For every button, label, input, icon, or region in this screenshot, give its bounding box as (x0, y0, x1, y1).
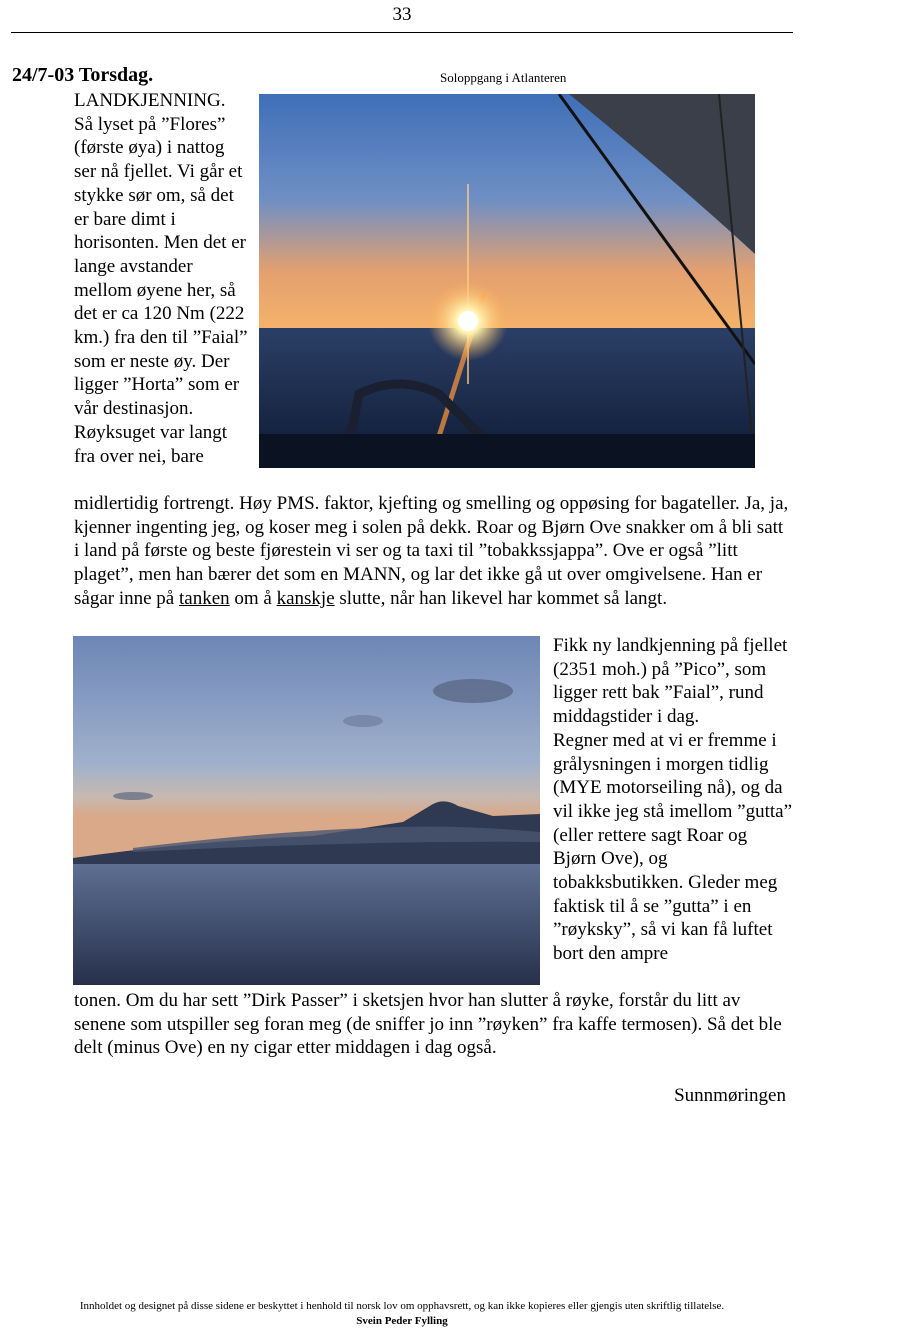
full-width-paragraph-1 (74, 492, 790, 611)
paragraph-a-text: midlertidig fortrengt. Høy PMS. faktor, kjefting og smelling og oppøsing for bagateller. Ja, ja, kjenner ingenting jeg, og koser meg i solen på dekk. Roar og Bjørn Ove snakker om å bli satt i land på første og beste fjørestein vi ser og ta taxi til ”tobakkssjappa”. Ove er også ”litt plaget”, men han bærer det som en MANN, og lar det ikke gå ut over omgivelsene. Han er sågar inne på (74, 493, 789, 609)
photo-caption: Soloppgang i Atlanteren (440, 70, 567, 85)
author-name: Svein Peder Fylling (356, 1315, 448, 1327)
entry-date-heading: 24/7-03 Torsdag. (12, 64, 154, 86)
joiner-text: om å (234, 587, 272, 609)
left-paragraph-text: LANDKJENNING. Så lyset på ”Flores” (første øya) i nattog ser nå fjellet. Vi går et stykke sør om, så det er bare dimt i horisonten. Men det er lange avstander mellom øyene her, så det er ca 120 Nm (222 km.) fra den til ”Faial” som er neste øy. Der ligger ”Horta” som er vår destinasjon. Røyksuget var langt fra over nei, bare (74, 90, 248, 467)
copyright-notice: Innholdet og designet på disse sidene er beskyttet i henhold til norsk lov om opphavsrett, og kan ikke kopieres eller gjengis uten skriftlig tillatelse. (79, 1300, 725, 1312)
underlined-word-2: kanskje (276, 587, 335, 609)
right-column-paragraph (553, 634, 793, 966)
page-number: 33 (392, 4, 412, 25)
sunrise-photo (259, 94, 755, 468)
paragraph-a-end: slutte, når han likevel har kommet så langt. (339, 587, 668, 609)
pico-mountain-photo (73, 636, 540, 985)
header-rule (11, 32, 793, 33)
right-paragraph-1: Fikk ny landkjenning på fjellet (2351 moh.) på ”Pico”, som ligger rett bak ”Faial”, rund middagstider i dag. (553, 635, 788, 728)
full-width-paragraph-2 (74, 989, 790, 1060)
right-paragraph-2: Regner med at vi er fremme i grålysningen i morgen tidlig (MYE motorseiling nå), og da vil ikke jeg stå imellom ”gutta” (eller rettere sagt Roar og Bjørn Ove), og tobakksbutikken. Gleder meg faktisk til å se ”gutta” i en ”røyksky”, så vi kan få luftet bort den ampre (553, 729, 793, 965)
full-paragraph-a (74, 492, 790, 611)
signature: Sunnmøringen (674, 1085, 786, 1106)
full-paragraph-b: tonen. Om du har sett ”Dirk Passer” i sketsjen hvor han slutter å røyke, forstår du litt av senene som utspiller seg foran meg (de sniffer jo inn ”røyken” fra kaffe termosen). Så det ble delt (minus Ove) en ny cigar etter middagen i dag også. (74, 990, 782, 1059)
underlined-word-1: tanken (178, 587, 230, 609)
left-column-paragraph (74, 89, 249, 468)
